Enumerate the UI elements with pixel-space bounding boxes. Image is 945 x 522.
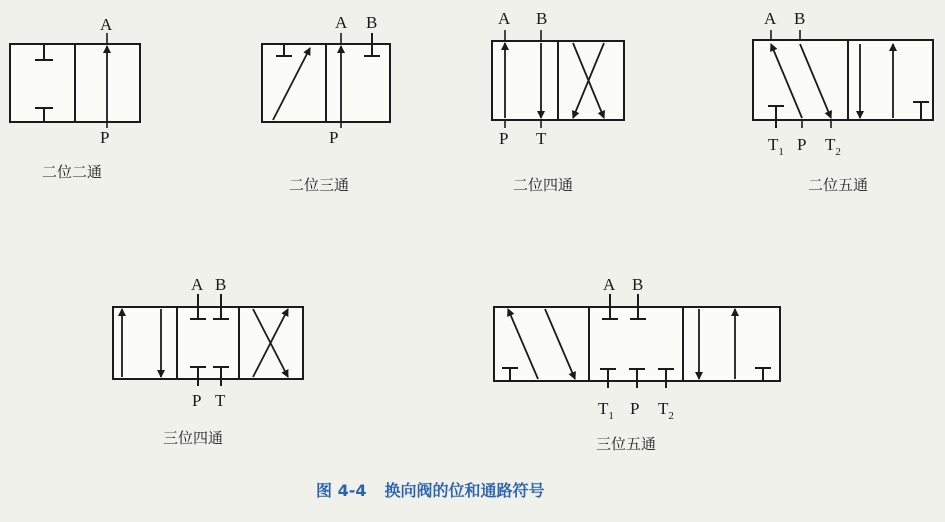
port-label-B: B [794,9,806,28]
port-label-P: P [630,399,640,418]
valve-2pos-4way [492,9,624,148]
port-label-B: B [215,275,227,294]
port-label-A: A [335,13,348,32]
port-label-B: B [366,13,378,32]
figure-number: 图 4-4 [316,481,367,500]
figure-caption [316,478,545,501]
port-label-P: P [329,128,339,147]
valve-2pos-2way [10,15,140,147]
port-label-A: A [764,9,777,28]
port-label-A: A [603,275,616,294]
port-label-P: P [100,128,110,147]
port-label-P: P [499,129,509,148]
symbol-caption-2pos-2way: 二位二通 [42,163,103,181]
symbol-caption-2pos-3way: 二位三通 [289,176,350,194]
port-label-A: A [191,275,204,294]
port-label-P: P [797,135,807,154]
port-label-T1: $T_1$ [598,399,614,422]
symbol-caption-2pos-5way: 二位五通 [808,176,869,194]
port-label-A: A [498,9,511,28]
port-label-T2: $T_2$ [825,135,841,158]
port-label-T1: $T_1$ [768,135,784,158]
symbol-caption-3pos-5way: 三位五通 [596,435,657,453]
symbol-caption-3pos-4way: 三位四通 [163,429,224,447]
symbol-caption-2pos-4way: 二位四通 [513,176,574,194]
port-label-P: P [192,391,202,410]
port-label-A: A [100,15,113,34]
port-label-T: T [215,391,226,410]
port-label-T2: $T_2$ [658,399,674,422]
valve-2pos-3way [262,13,390,147]
valve-3pos-4way [113,275,303,410]
port-label-T: T [536,129,547,148]
port-label-B: B [536,9,548,28]
valve-3pos-5way [494,275,780,422]
valve-2pos-5way [753,9,933,158]
port-label-B: B [632,275,644,294]
figure-title: 换向阀的位和通路符号 [384,481,545,500]
